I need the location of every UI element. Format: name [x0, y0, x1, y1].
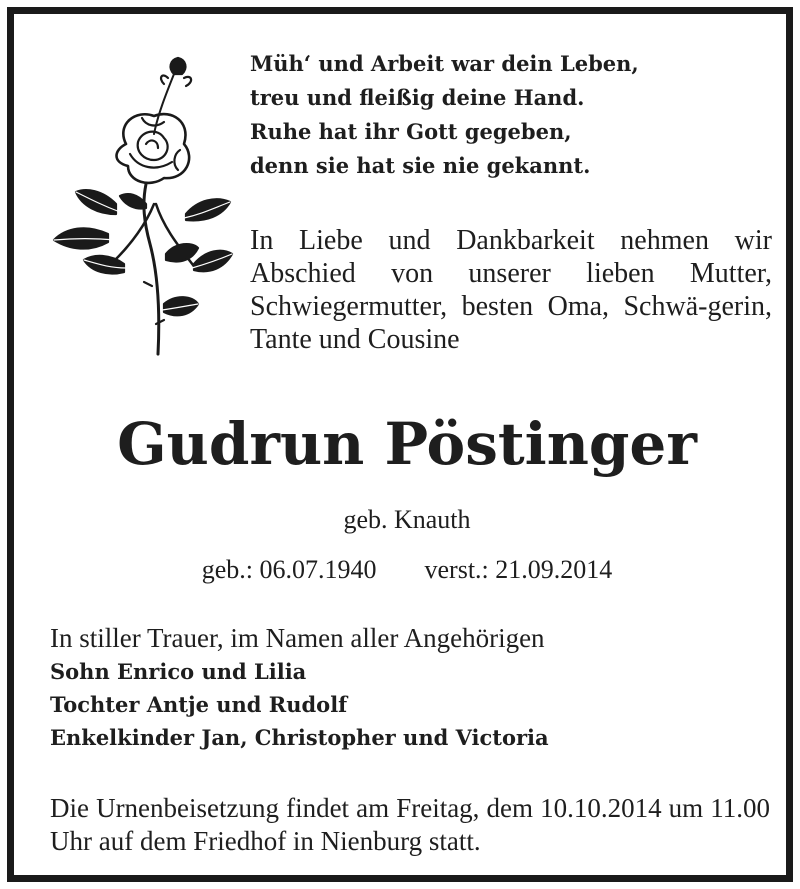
- maiden-name: geb. Knauth: [343, 505, 471, 534]
- obituary-frame: [7, 7, 793, 882]
- verse-line: Müh‘ und Arbeit war dein Leben,: [250, 51, 639, 76]
- mourners: [50, 622, 770, 754]
- rose-icon: [46, 54, 236, 359]
- verse-line: treu und fleißig deine Hand.: [250, 85, 585, 110]
- intro-text: In Liebe und Dankbarkeit nehmen wir Abschied von unserer lieben Mutter, Schwiegermutter, besten Oma, Schwä-gerin, Tante und Cousine: [250, 225, 772, 355]
- mourner-line: Tochter Antje und Rudolf: [50, 692, 348, 717]
- death-date: verst.: 21.09.2014: [424, 555, 613, 584]
- mourners-intro: In stiller Trauer, im Namen aller Angehörigen: [50, 623, 545, 653]
- life-dates: [14, 554, 800, 586]
- funeral-notice: Die Urnenbeisetzung findet am Freitag, dem 10.10.2014 um 11.00 Uhr auf dem Friedhof in Nienburg statt.: [50, 793, 770, 856]
- verse-line: denn sie hat sie nie gekannt.: [250, 153, 591, 178]
- mourner-line: Sohn Enrico und Lilia: [50, 659, 307, 684]
- deceased-name: Gudrun Pöstinger: [117, 410, 697, 478]
- mourner-line: Enkelkinder Jan, Christopher und Victoria: [50, 725, 549, 750]
- verse: [250, 47, 790, 183]
- birth-date: geb.: 06.07.1940: [201, 555, 377, 584]
- verse-line: Ruhe hat ihr Gott gegeben,: [250, 119, 572, 144]
